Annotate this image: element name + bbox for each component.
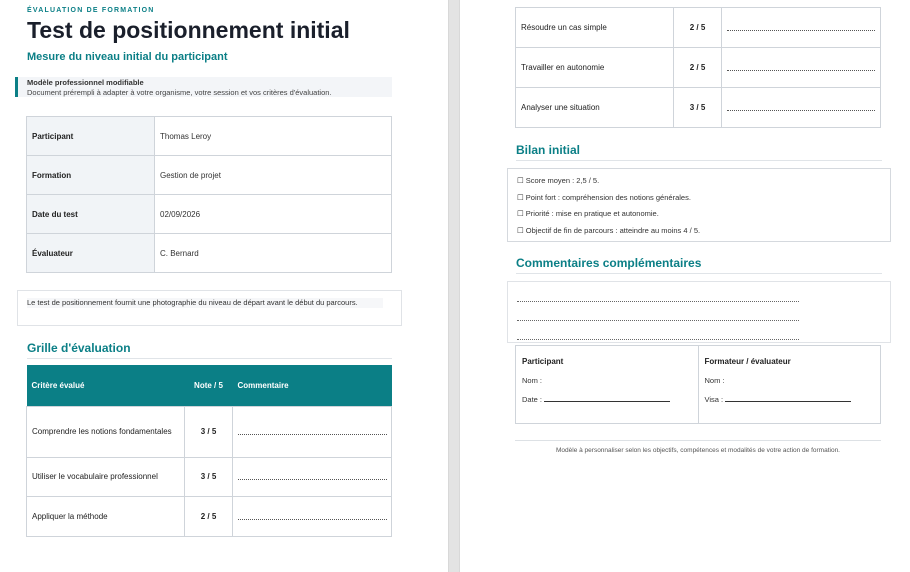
intro-box bbox=[17, 290, 402, 326]
score-cell[interactable]: 2 / 5 bbox=[674, 8, 722, 48]
criterion-cell: Comprendre les notions fondamentales bbox=[27, 406, 185, 457]
bilan-box bbox=[507, 168, 891, 242]
table-row bbox=[516, 8, 881, 48]
table-row bbox=[27, 457, 392, 496]
col-comment-header: Commentaire bbox=[233, 365, 392, 406]
participant-signature-title: Participant bbox=[522, 357, 564, 366]
comment-line bbox=[238, 513, 387, 520]
comment-line bbox=[238, 473, 387, 480]
info-value[interactable]: C. Bernard bbox=[155, 234, 392, 273]
col-criteria-header: Critère évalué bbox=[27, 365, 185, 406]
trainer-visa-field[interactable] bbox=[705, 394, 881, 404]
comment-cell[interactable] bbox=[233, 457, 392, 496]
score-cell[interactable]: 3 / 5 bbox=[185, 457, 233, 496]
visa-line bbox=[725, 394, 851, 402]
evaluation-grid bbox=[26, 365, 392, 537]
date-label: Date : bbox=[522, 395, 543, 404]
signature-block bbox=[515, 345, 881, 424]
criterion-cell: Appliquer la méthode bbox=[27, 496, 185, 536]
date-line bbox=[544, 394, 670, 402]
participant-signature bbox=[516, 346, 698, 423]
document-kicker: ÉVALUATION DE FORMATION bbox=[27, 7, 155, 14]
info-value[interactable]: Gestion de projet bbox=[155, 156, 392, 195]
table-row bbox=[516, 48, 881, 88]
criterion-cell: Travailler en autonomie bbox=[516, 48, 674, 88]
info-row bbox=[27, 234, 392, 273]
bilan-item[interactable]: ☐ Objectif de fin de parcours : atteindre au moins 4 / 5. bbox=[517, 225, 701, 235]
comment-cell[interactable] bbox=[233, 406, 392, 457]
bilan-item[interactable]: ☐ Priorité : mise en pratique et autonomie. bbox=[517, 209, 659, 218]
bilan-item[interactable]: ☐ Point fort : compréhension des notions générales. bbox=[517, 192, 691, 202]
intro-text: Le test de positionnement fournit une photographie du niveau de départ avant le début du parcours. bbox=[27, 298, 383, 308]
trainer-signature bbox=[698, 346, 881, 423]
info-label: Date du test bbox=[27, 195, 155, 234]
bilan-item[interactable]: ☐ Score moyen : 2,5 / 5. bbox=[517, 176, 600, 185]
info-label: Participant bbox=[27, 117, 155, 156]
info-row bbox=[27, 117, 392, 156]
comment-line bbox=[517, 311, 799, 321]
info-value[interactable]: Thomas Leroy bbox=[155, 117, 392, 156]
comments-heading: Commentaires complémentaires bbox=[516, 256, 882, 274]
comment-line bbox=[517, 292, 799, 302]
trainer-signature-title: Formateur / évaluateur bbox=[704, 357, 791, 366]
comment-cell[interactable] bbox=[722, 8, 881, 48]
template-notice bbox=[15, 77, 392, 97]
grid-header-row bbox=[27, 365, 392, 406]
page-footer: Modèle à personnaliser selon les objectifs, compétences et modalités de votre action de formation. bbox=[515, 440, 881, 454]
comment-line bbox=[238, 428, 387, 435]
info-row bbox=[27, 156, 392, 195]
comment-line bbox=[727, 104, 875, 111]
page-subtitle: Mesure du niveau initial du participant bbox=[27, 51, 228, 63]
trainer-name-field[interactable] bbox=[705, 376, 881, 385]
col-score-header: Note / 5 bbox=[185, 365, 233, 406]
participant-info-table bbox=[26, 116, 392, 273]
score-cell[interactable]: 2 / 5 bbox=[185, 496, 233, 536]
criterion-cell: Utiliser le vocabulaire professionnel bbox=[27, 457, 185, 496]
comment-line bbox=[517, 330, 799, 340]
criterion-cell: Résoudre un cas simple bbox=[516, 8, 674, 48]
name-label: Nom : bbox=[704, 376, 725, 385]
info-value[interactable]: 02/09/2026 bbox=[155, 195, 392, 234]
bilan-heading: Bilan initial bbox=[516, 143, 882, 161]
visa-label: Visa : bbox=[704, 395, 724, 404]
grid-heading: Grille d'évaluation bbox=[27, 341, 392, 359]
info-row bbox=[27, 195, 392, 234]
participant-date-field[interactable] bbox=[522, 394, 698, 404]
info-label: Évaluateur bbox=[27, 234, 155, 273]
table-row bbox=[27, 496, 392, 536]
participant-name-field[interactable] bbox=[522, 376, 698, 385]
comment-cell[interactable] bbox=[722, 88, 881, 128]
page-right bbox=[460, 0, 910, 572]
comment-line bbox=[727, 24, 875, 31]
page-divider bbox=[448, 0, 460, 572]
criterion-cell: Analyser une situation bbox=[516, 88, 674, 128]
info-label: Formation bbox=[27, 156, 155, 195]
score-cell[interactable]: 2 / 5 bbox=[674, 48, 722, 88]
comments-box[interactable] bbox=[507, 281, 891, 343]
comment-line bbox=[727, 64, 875, 71]
score-cell[interactable]: 3 / 5 bbox=[674, 88, 722, 128]
notice-title: Modèle professionnel modifiable bbox=[27, 78, 144, 87]
table-row bbox=[516, 88, 881, 128]
page-title: Test de positionnement initial bbox=[27, 17, 350, 43]
comment-cell[interactable] bbox=[722, 48, 881, 88]
name-label: Nom : bbox=[522, 376, 543, 385]
notice-text: Document prérempli à adapter à votre organisme, votre session et vos critères d'évaluation. bbox=[27, 88, 332, 97]
evaluation-grid-continued bbox=[515, 7, 881, 128]
comment-cell[interactable] bbox=[233, 496, 392, 536]
page-left bbox=[0, 0, 448, 572]
score-cell[interactable]: 3 / 5 bbox=[185, 406, 233, 457]
table-row bbox=[27, 406, 392, 457]
